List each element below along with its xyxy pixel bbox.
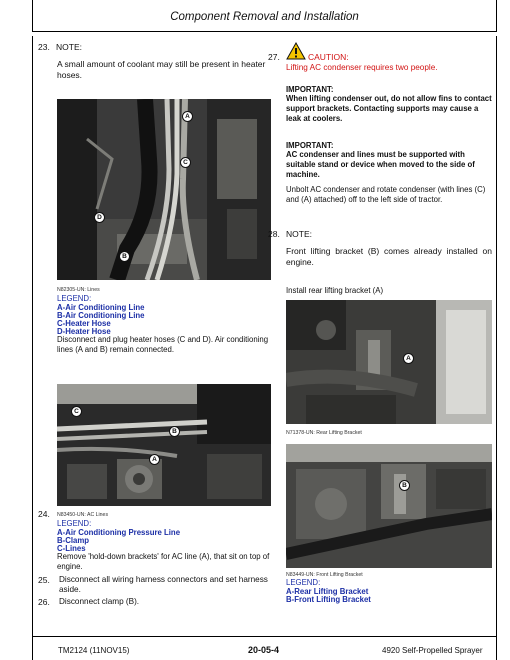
legend-item: A-Air Conditioning Pressure Line bbox=[57, 528, 181, 537]
figure-lines-text: Disconnect and plug heater hoses (C and D). Air conditioning lines (A and B) remain connected. bbox=[57, 335, 269, 354]
footer-product: 4920 Self-Propelled Sprayer bbox=[382, 646, 483, 655]
legend-item: D-Heater Hose bbox=[57, 327, 111, 336]
legend-item: C-Lines bbox=[57, 544, 86, 553]
footer-doc-id: TM2124 (11NOV15) bbox=[58, 646, 130, 655]
important-text: AC condenser and lines must be supported with suitable stand or device when moved to the side of machine. bbox=[286, 150, 475, 179]
step-23-number: 23. bbox=[38, 42, 50, 52]
step-28-number: 28. bbox=[268, 229, 280, 239]
legend-item: C-Heater Hose bbox=[57, 319, 111, 328]
caution-text: Lifting AC condenser requires two people. bbox=[286, 63, 438, 72]
rear-bracket-instruction: Install rear lifting bracket (A) bbox=[286, 286, 384, 295]
figure-ac-lines-legend-label: LEGEND: bbox=[57, 519, 92, 528]
ac-lines-illustration bbox=[57, 384, 271, 506]
step-27-number: 27. bbox=[268, 52, 280, 62]
figure-front-bracket-photo bbox=[286, 444, 492, 568]
legend-item: B-Front Lifting Bracket bbox=[286, 595, 371, 604]
figure-rear-bracket-photo bbox=[286, 300, 492, 424]
step-24-number: 24. bbox=[38, 509, 50, 519]
step-25-text: Disconnect all wiring harness connectors and set harness aside. bbox=[59, 575, 268, 594]
legend-item: B-Air Conditioning Line bbox=[57, 311, 145, 320]
figure-ac-lines-photo bbox=[57, 384, 271, 506]
legend-item: B-Clamp bbox=[57, 536, 90, 545]
callout-c: C bbox=[71, 406, 82, 417]
callout-d: D bbox=[94, 212, 105, 223]
figure-ac-lines-text: Remove 'hold-down brackets' for AC line (A), that sit on top of engine. bbox=[57, 552, 270, 571]
step-28-note-label: NOTE: bbox=[286, 229, 312, 239]
step-23-text: A small amount of coolant may still be present in heater hoses. bbox=[57, 59, 266, 80]
figure-front-bracket-caption: N83449-UN: Front Lifting Bracket bbox=[286, 572, 363, 578]
figure-lines-caption: N82305-UN: Lines bbox=[57, 287, 100, 293]
figure-rear-bracket-caption: N71378-UN: Rear Lifting Bracket bbox=[286, 430, 362, 436]
callout-b: B bbox=[169, 426, 180, 437]
callout-a: A bbox=[149, 454, 160, 465]
step-27-text: Unbolt AC condenser and rotate condenser (with lines (C) and (A) attached) off to the left side of tractor. bbox=[286, 185, 486, 204]
legend-item: A-Air Conditioning Line bbox=[57, 303, 145, 312]
important-text: When lifting condenser out, do not allow fins to contact support brackets. Contacting supports may cause a leak at coolers. bbox=[286, 94, 492, 123]
callout-a: A bbox=[403, 353, 414, 364]
important-label: IMPORTANT: bbox=[286, 141, 334, 150]
step-23-note-label: NOTE: bbox=[56, 42, 82, 52]
figure-front-bracket-legend-label: LEGEND: bbox=[286, 578, 321, 587]
step-26-number: 26. bbox=[38, 597, 50, 607]
callout-a: A bbox=[182, 111, 193, 122]
lines-illustration bbox=[57, 99, 271, 280]
legend-item: A-Rear Lifting Bracket bbox=[286, 587, 369, 596]
rear-bracket-illustration bbox=[286, 300, 492, 424]
front-bracket-illustration bbox=[286, 444, 492, 568]
important-label: IMPORTANT: bbox=[286, 85, 334, 94]
footer-page-number: 20-05-4 bbox=[248, 645, 280, 655]
callout-c: C bbox=[180, 157, 191, 168]
callout-b: B bbox=[399, 480, 410, 491]
callout-b: B bbox=[119, 251, 130, 262]
page-title: Component Removal and Installation bbox=[170, 11, 359, 23]
step-26-text: Disconnect clamp (B). bbox=[59, 597, 140, 606]
figure-ac-lines-caption: N83450-UN: AC Lines bbox=[57, 512, 109, 518]
step-25-number: 25. bbox=[38, 575, 50, 585]
caution-label: CAUTION: bbox=[308, 52, 349, 62]
step-28-text: Front lifting bracket (B) comes already installed on engine. bbox=[286, 246, 492, 267]
figure-lines-legend-label: LEGEND: bbox=[57, 294, 92, 303]
warning-triangle-icon bbox=[286, 42, 306, 60]
figure-lines-photo bbox=[57, 99, 271, 280]
